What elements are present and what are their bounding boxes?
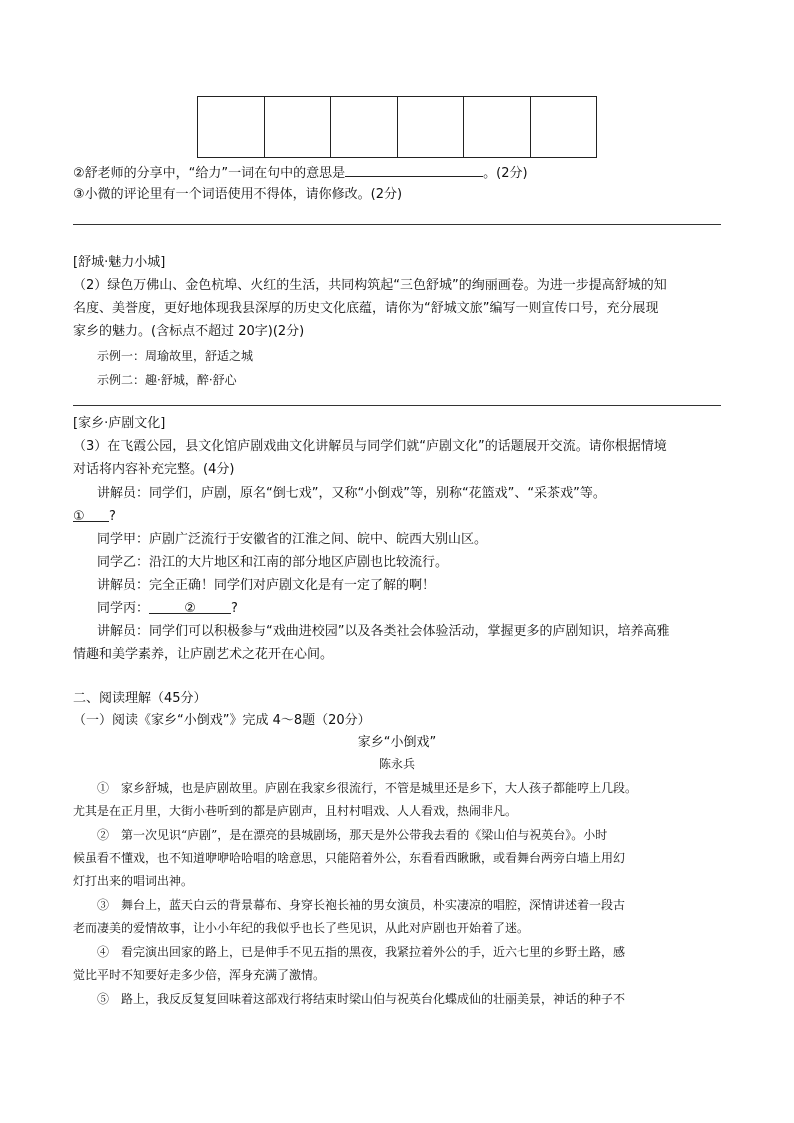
dialogue-guide-3: 讲解员：同学们可以积极参与“戏曲进校园”以及各类社会体验活动，掌握更多的庐剧知识，培养高雅	[97, 624, 670, 639]
answer-grid-cell[interactable]	[331, 97, 398, 157]
question-1-2-points: 。(2分)	[483, 166, 528, 181]
dialogue-blank-1	[73, 507, 116, 527]
answer-grid-cell[interactable]	[198, 97, 265, 157]
answer-blank-1[interactable]	[73, 507, 109, 522]
article-paragraph-4-cont: 觉比平时不知要好走多少倍，浑身充满了激情。	[73, 968, 326, 982]
reading-one-heading: （一）阅读《家乡“小倒戏”》完成 4～8题（20分）	[73, 713, 371, 728]
example-one: 示例一：周瑜故里，舒适之城	[97, 349, 254, 363]
part-two-heading: 二、阅读理解（45分）	[73, 691, 207, 706]
blank-2-mark: ②	[184, 601, 196, 616]
question-2-text: 名度、美誉度，更好地体现我县深厚的历史文化底蕴，请你为“舒城文旅”编写一则宣传口号，充分展现	[73, 301, 659, 316]
answer-grid-cell[interactable]	[464, 97, 531, 157]
article-paragraph-2: ② 第一次见识“庐剧”，是在漂亮的县城剧场，那天是外公带我去看的《梁山伯与祝英台》。小时	[97, 828, 608, 842]
blank-1-mark: ①	[73, 509, 85, 524]
answer-grid-cell[interactable]	[398, 97, 465, 157]
article-paragraph-5: ⑤ 路上，我反反复复回味着这部戏行将结束时梁山伯与祝英台化蝶成仙的壮丽美景，神话的种子不	[97, 992, 626, 1006]
question-1-2	[73, 162, 528, 184]
article-paragraph-1: ① 家乡舒城，也是庐剧故里。庐剧在我家乡很流行，不管是城里还是乡下，大人孩子都能哼上几段。	[97, 781, 638, 795]
answer-blank[interactable]	[345, 162, 483, 177]
article-author: 陈永兵	[378, 757, 415, 771]
question-3-text: （3）在飞霞公园，县文化馆庐剧戏曲文化讲解员与同学们就“庐剧文化”的话题展开交流。请你根据情境	[73, 439, 667, 454]
example-two: 示例二：趣·舒城，醉·舒心	[97, 373, 237, 387]
article-paragraph-4: ④ 看完演出回家的路上，已是伸手不见五指的黑夜，我紧拉着外公的手，近六七里的乡野土路，感	[97, 945, 626, 959]
dialogue-guide-1: 讲解员：同学们，庐剧，原名“倒七戏”，又称“小倒戏”等，别称“花篮戏”、“采茶戏”等。	[97, 486, 606, 501]
question-2-text: 家乡的魅力。(含标点不超过 20字)(2分)	[73, 324, 305, 339]
article-paragraph-3-cont: 老而凄美的爱情故事，让小小年纪的我似乎也长了些见识，从此对庐剧也开始着了迷。	[73, 921, 530, 935]
answer-grid	[197, 96, 597, 158]
dialogue-student-b: 同学乙：沿江的大片地区和江南的部分地区庐剧也比较流行。	[97, 555, 449, 570]
article-paragraph-2-cont: 候虽看不懂戏，也不知道咿咿哈哈唱的啥意思，只能陪着外公，东看看西瞅瞅，或看舞台两旁白墙上用幻	[73, 851, 626, 865]
blank-2-tail: ?	[231, 601, 238, 616]
divider	[73, 405, 721, 406]
dialogue-guide-2: 讲解员：完全正确！同学们对庐剧文化是有一定了解的啊！	[97, 578, 436, 593]
dialogue-guide-3-cont: 情趣和美学素养，让庐剧艺术之花开在心间。	[73, 647, 334, 662]
article-paragraph-2-cont: 灯打出来的唱词出神。	[73, 874, 194, 888]
question-3-text: 对话将内容补充完整。(4分)	[73, 462, 235, 477]
question-1-2-text: ②舒老师的分享中，“给力”一词在句中的意思是	[73, 166, 346, 181]
article-title: 家乡“小倒戏”	[357, 735, 437, 750]
dialogue-student-c	[97, 599, 238, 619]
student-c-label: 同学丙：	[97, 601, 150, 616]
dialogue-student-a: 同学甲：庐剧广泛流行于安徽省的江淮之间、皖中、皖西大别山区。	[97, 532, 488, 547]
question-2-text: （2）绿色万佛山、金色杭埠、火红的生活，共同构筑起“三色舒城”的绚丽画卷。为进一步提高舒城的知	[73, 278, 667, 293]
question-1-3: ③小微的评论里有一个词语使用不得体，请你修改。(2分)	[73, 187, 403, 202]
section-header-charm: [舒城·魅力小城]	[73, 255, 166, 270]
answer-grid-cell[interactable]	[265, 97, 332, 157]
answer-line[interactable]	[73, 224, 721, 225]
article-paragraph-3: ③ 舞台上，蓝天白云的背景幕布、身穿长袍长袖的男女演员，朴实凄凉的唱腔，深情讲述着一段古	[97, 898, 626, 912]
section-header-opera: [家乡·庐剧文化]	[73, 416, 166, 431]
answer-grid-cell[interactable]	[531, 97, 597, 157]
article-paragraph-1-cont: 尤其是在正月里，大街小巷听到的都是庐剧声，且村村唱戏、人人看戏，热闹非凡。	[73, 804, 518, 818]
blank-1-tail: ?	[109, 509, 116, 524]
answer-blank-2[interactable]	[149, 599, 231, 614]
